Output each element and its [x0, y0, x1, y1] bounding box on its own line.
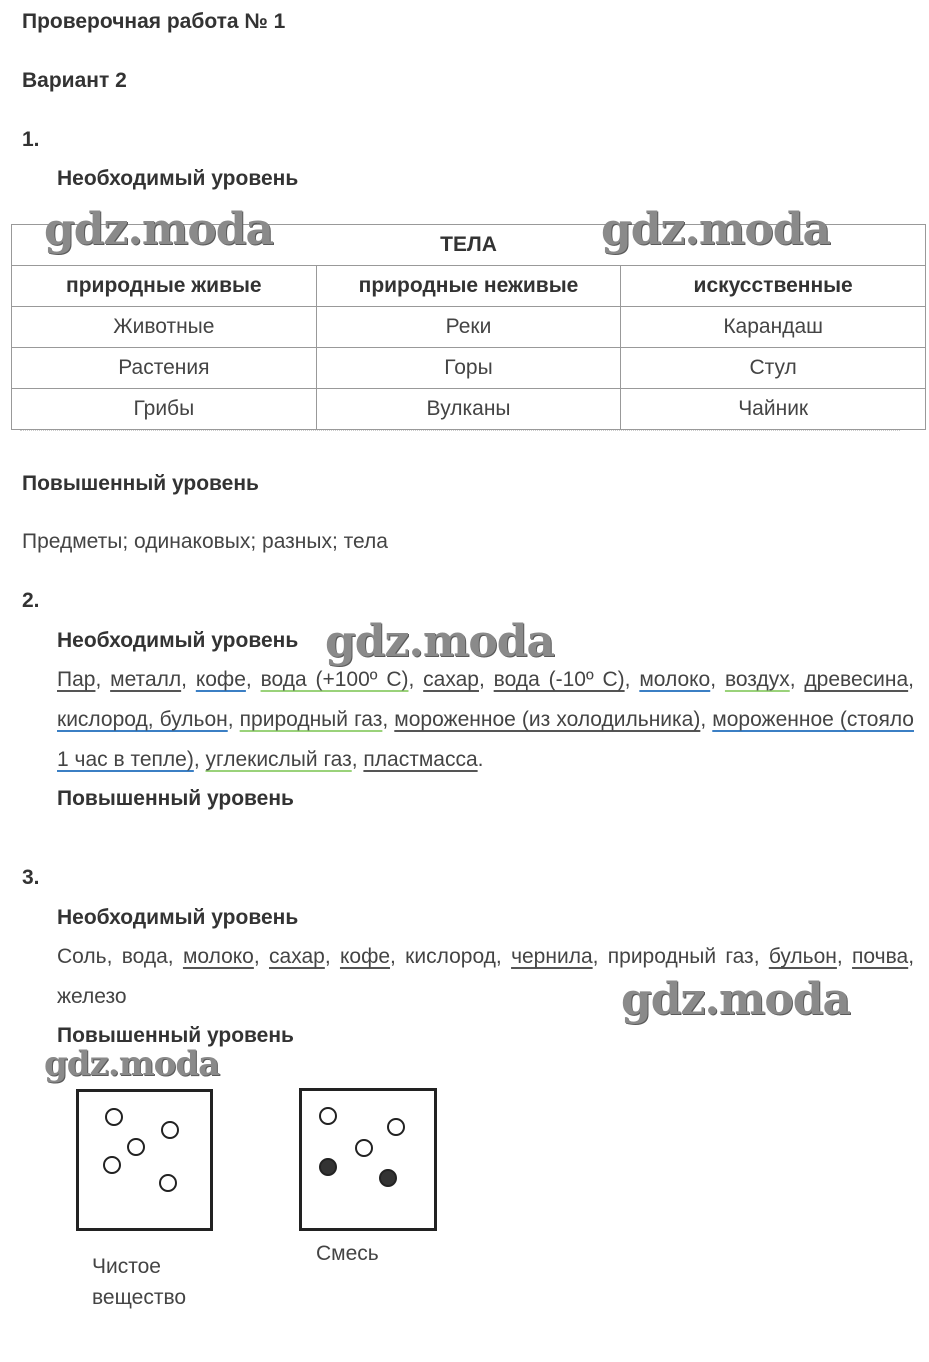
column-header: искусственные	[621, 266, 926, 307]
task-1-number: 1.	[22, 128, 40, 151]
answer-item: воздух	[724, 668, 790, 691]
answer-item: Соль	[57, 945, 107, 968]
particle	[103, 1156, 121, 1174]
divider	[20, 430, 900, 431]
table-cell: Реки	[316, 307, 621, 348]
answer-item: природный газ	[607, 945, 754, 968]
particle	[105, 1108, 123, 1126]
table-cell: Стул	[621, 348, 926, 389]
watermark: gdz.moda	[44, 1044, 220, 1084]
task-3-answer-list: Соль, вода, молоко, сахар, кофе, кислород, чернила, природный газ, бульон, почва, железо	[57, 945, 915, 1008]
task-2-number: 2.	[22, 589, 40, 612]
table-header-row	[12, 266, 926, 307]
watermark: gdz.moda	[601, 204, 831, 255]
watermark: gdz.moda	[325, 616, 555, 667]
answer-item: природный газ	[239, 708, 383, 731]
table-row	[12, 389, 926, 430]
pure-substance-diagram	[76, 1089, 213, 1231]
answer-item: углекислый газ	[205, 748, 352, 771]
pure-substance-label-line-2: вещество	[92, 1286, 187, 1309]
mixture-diagram	[299, 1088, 437, 1231]
answer-item: молоко	[639, 668, 711, 691]
answer-item: вода (-10º С)	[493, 668, 625, 691]
watermark: gdz.moda	[621, 974, 851, 1025]
task-3-level-advanced: Повышенный уровень	[57, 1024, 294, 1047]
table-cell: Горы	[316, 348, 621, 389]
pure-substance-label-line-1: Чистое	[92, 1255, 161, 1278]
answer-item: древесина	[804, 668, 909, 691]
task-3-number: 3.	[22, 866, 40, 889]
mixture-label: Смесь	[316, 1242, 379, 1265]
answer-item: пластмасса	[363, 748, 478, 771]
task-2-answer-list: Пар, металл, кофе, вода (+100º С), сахар, вода (-10º С), молоко, воздух, древесина, кислород, бульон, природный газ, мороженное (из холодильника), мороженное (стояло 1 час в тепле), углекислый газ, пластмасса.	[57, 668, 914, 771]
table-cell: Чайник	[621, 389, 926, 430]
answer-item: вода	[121, 945, 168, 968]
column-header: природные живые	[12, 266, 317, 307]
particle	[387, 1118, 405, 1136]
task-2-level-basic: Необходимый уровень	[57, 629, 299, 652]
table-cell: Карандаш	[621, 307, 926, 348]
page-title: Проверочная работа № 1	[22, 10, 286, 33]
watermark: gdz.moda	[44, 204, 274, 255]
answer-item: вода (+100º С)	[260, 668, 409, 691]
answer-item: кофе	[195, 668, 246, 691]
answer-item: Пар	[57, 668, 96, 691]
task-1-answer-advanced: Предметы; одинаковых; разных; тела	[22, 530, 388, 553]
answer-item: железо	[57, 985, 127, 1008]
particle-filled	[379, 1169, 397, 1187]
answer-item: мороженное (стояло 1 час в тепле)	[57, 708, 914, 771]
table-cell: Вулканы	[316, 389, 621, 430]
answer-item: кофе	[339, 945, 391, 968]
answer-item: сахар	[269, 945, 325, 968]
particle-filled	[319, 1158, 337, 1176]
particle	[355, 1139, 373, 1157]
answer-item: сахар	[423, 668, 479, 691]
particle	[319, 1107, 337, 1125]
answer-item: кислород	[405, 945, 496, 968]
task-2-level-advanced: Повышенный уровень	[57, 787, 294, 810]
answer-item: молоко	[182, 945, 254, 968]
answer-item: мороженное (из холодильника)	[394, 708, 701, 731]
answer-item: металл	[110, 668, 182, 691]
table-cell: Грибы	[12, 389, 317, 430]
particle	[159, 1174, 177, 1192]
table-title: ТЕЛА	[12, 225, 926, 266]
answer-item: бульон	[768, 945, 837, 968]
table-row	[12, 348, 926, 389]
answer-item: чернила	[511, 945, 593, 968]
task-1-level-advanced: Повышенный уровень	[22, 472, 259, 495]
task-1-level-basic: Необходимый уровень	[57, 167, 299, 190]
table-cell: Животные	[12, 307, 317, 348]
task-3-level-basic: Необходимый уровень	[57, 906, 299, 929]
particle	[161, 1121, 179, 1139]
answer-item: почва	[852, 945, 909, 968]
table-row	[12, 307, 926, 348]
variant-label: Вариант 2	[22, 69, 127, 92]
table-cell: Растения	[12, 348, 317, 389]
particle	[127, 1138, 145, 1156]
answer-item: кислород, бульон	[57, 708, 228, 731]
column-header: природные неживые	[316, 266, 621, 307]
